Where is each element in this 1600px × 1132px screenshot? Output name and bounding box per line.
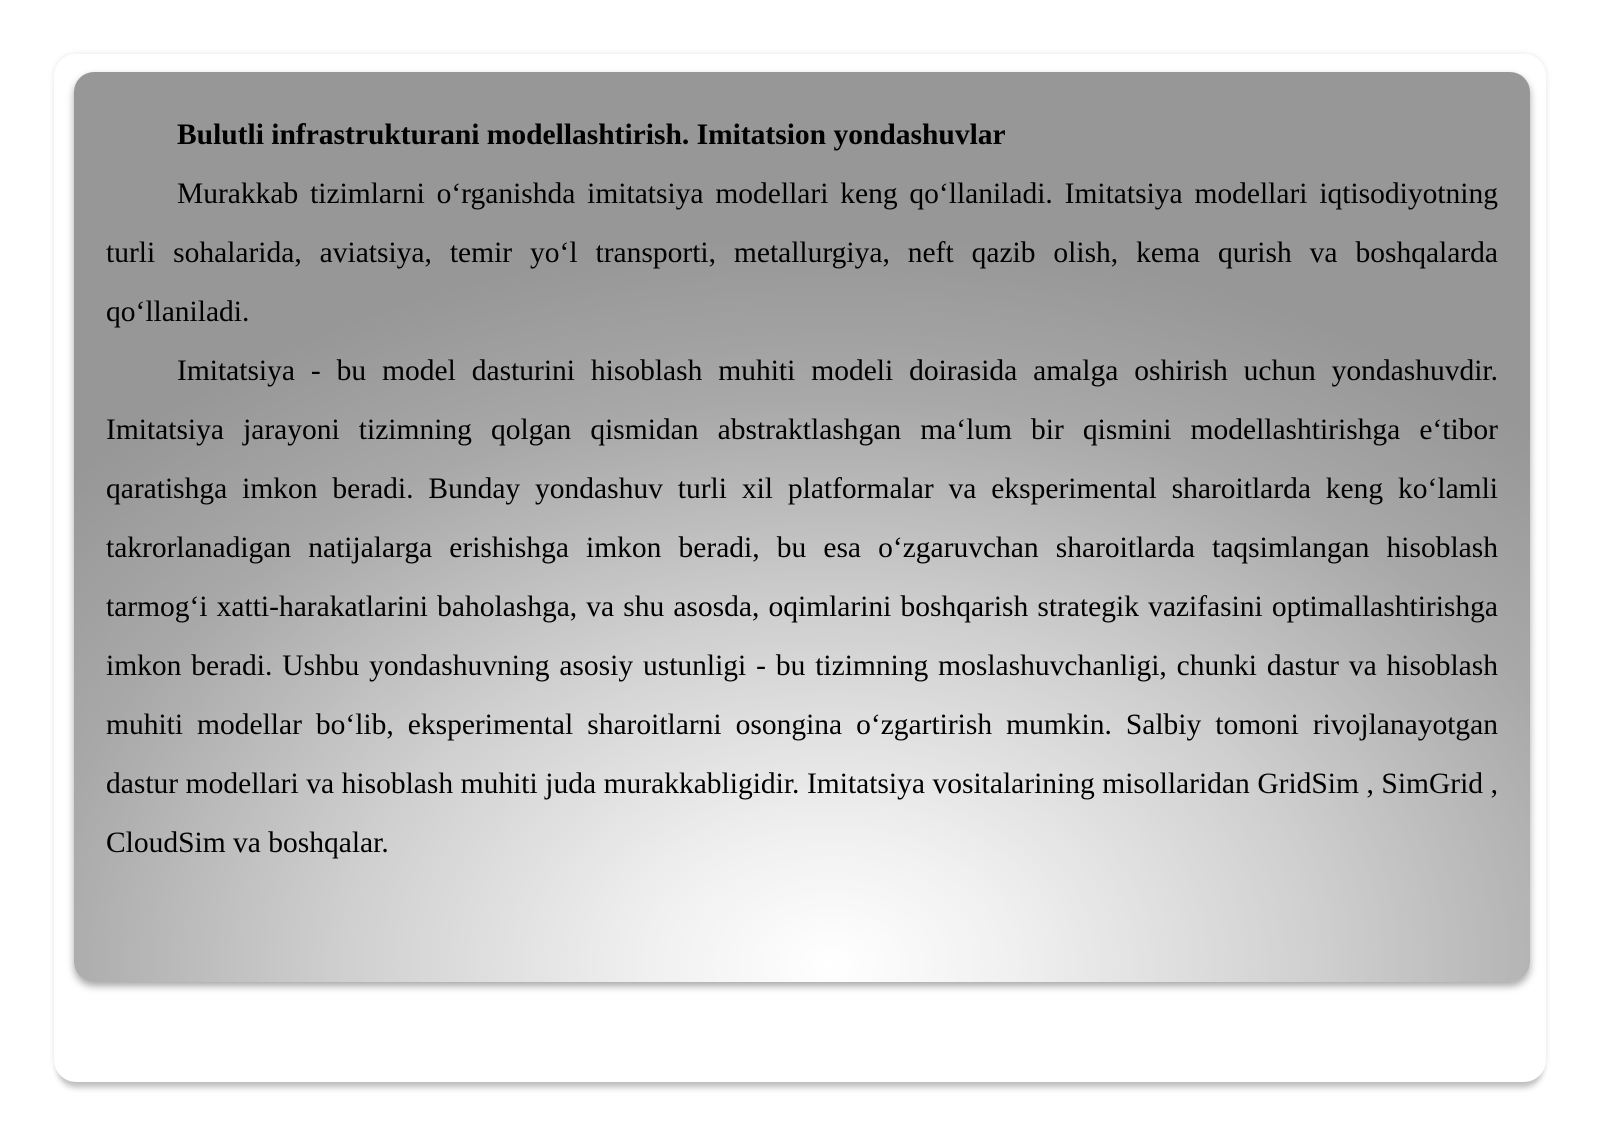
paragraph-intro: Murakkab tizimlarni o‘rganishda imitatsiya modellari keng qo‘llaniladi. Imitatsiya modellari iqtisodiyotning turli sohalarida, aviatsiya, temir yo‘l transporti, metallurgiya, neft qazib olish, kema qurish va boshqalarda qo‘llaniladi. bbox=[106, 178, 1498, 328]
text-body bbox=[106, 106, 1498, 873]
document-title: Bulutli infrastrukturani modellashtirish. Imitatsion yondashuvlar bbox=[177, 119, 1006, 151]
slide-frame bbox=[54, 54, 1546, 1082]
paragraph-imitation: Imitatsiya - bu model dasturini hisoblash muhiti modeli doirasida amalga oshirish uchun yondashuvdir. Imitatsiya jarayoni tizimning qolgan qismidan abstraktlashgan ma‘lum bir qismini modellashtirishga e‘tibor qaratishga imkon beradi. Bunday yondashuv turli xil platformalar va eksperimental sharoitlarda keng ko‘lamli takrorlanadigan natijalarga erishishga imkon beradi, bu esa o‘zgaruvchan sharoitlarda taqsimlangan hisoblash tarmog‘i xatti-harakatlarini baholashga, va shu asosda, oqimlarini boshqarish strategik vazifasini optimallashtirishga imkon beradi. Ushbu yondashuvning asosiy ustunligi - bu tizimning moslashuvchanligi, chunki dastur va hisoblash muhiti modellar bo‘lib, eksperimental sharoitlarni osongina o‘zgartirish mumkin. Salbiy tomoni rivojlanayotgan dastur modellari va hisoblash muhiti juda murakkabligidir. Imitatsiya vositalarining misollaridan GridSim , SimGrid , CloudSim va boshqalar. bbox=[106, 355, 1498, 859]
content-panel bbox=[74, 72, 1530, 982]
